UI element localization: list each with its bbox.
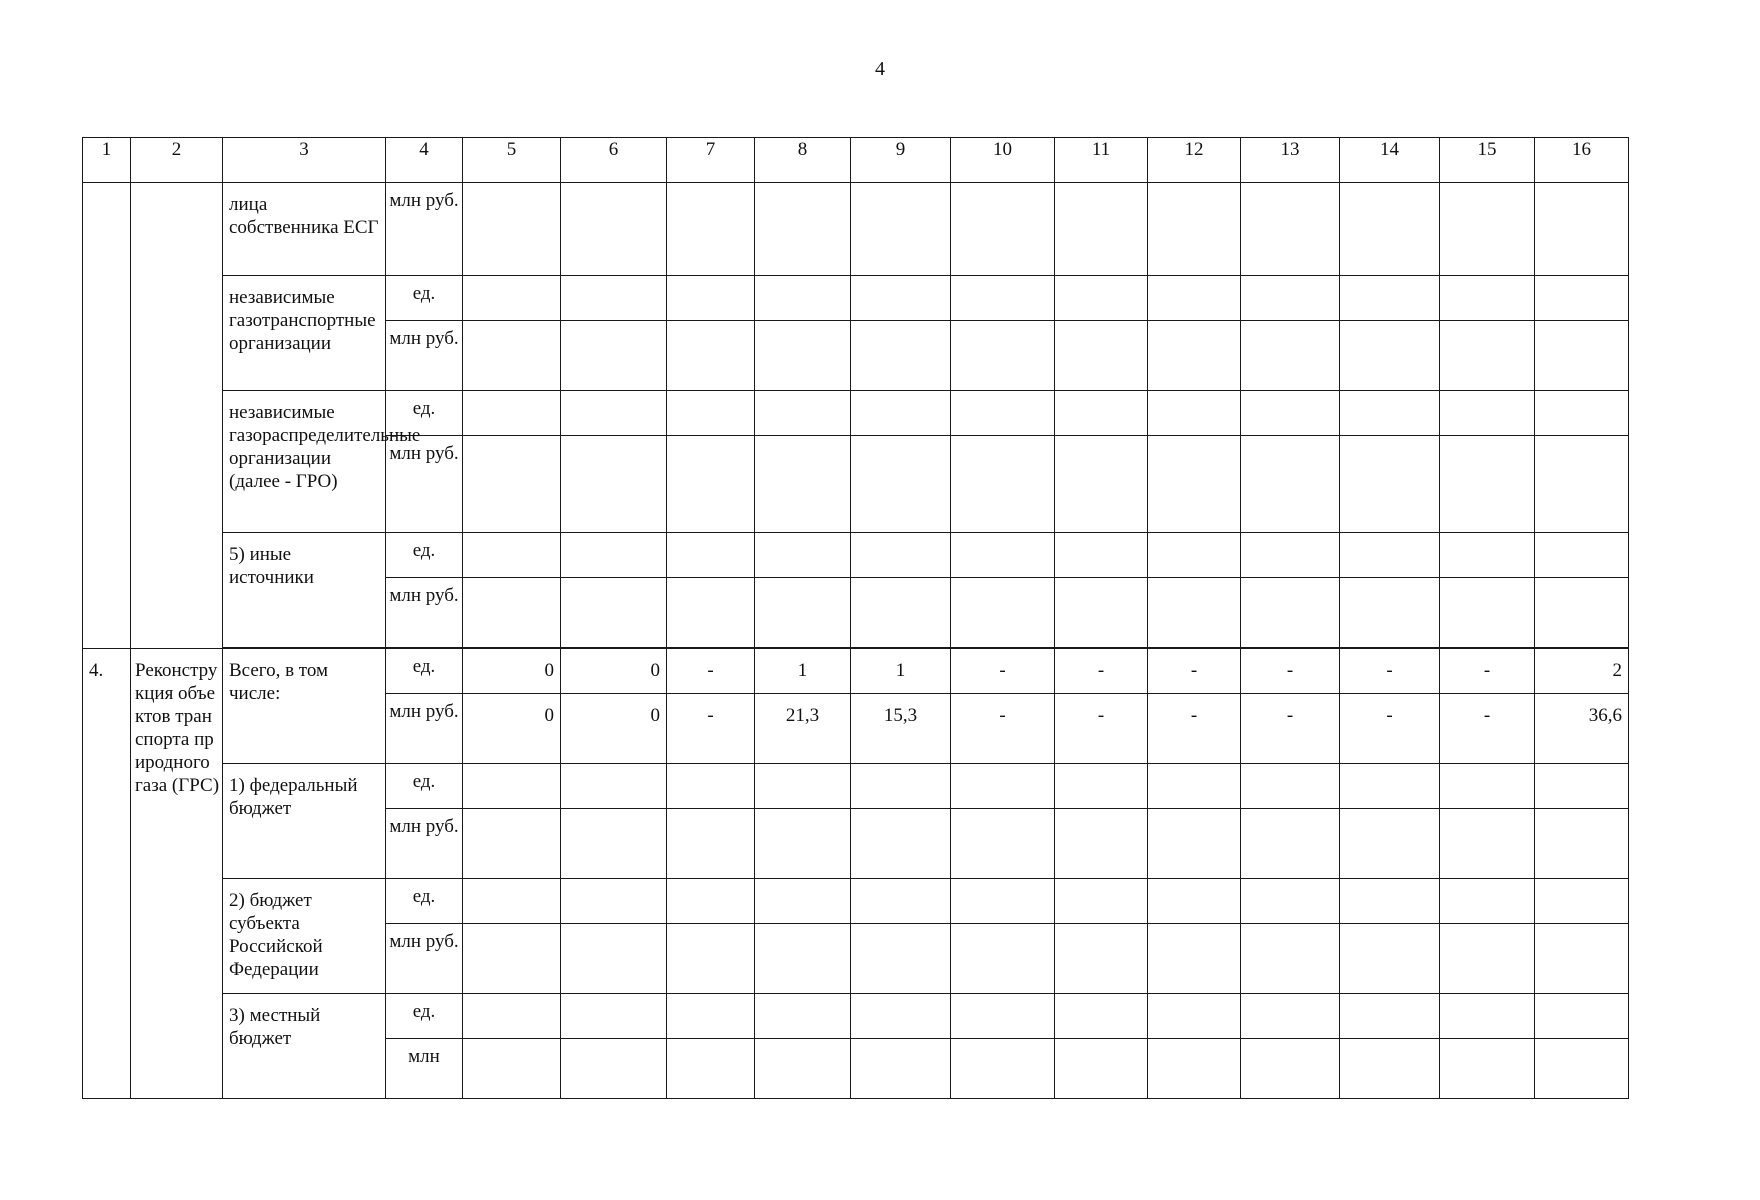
table-row — [83, 879, 1629, 924]
value-cell: - — [1148, 694, 1241, 764]
row-number: 4. — [83, 649, 131, 1099]
page-number: 4 — [875, 58, 885, 80]
header-cell: 8 — [755, 138, 851, 183]
unit-cell: млн руб. — [386, 694, 463, 764]
value-cell: - — [1340, 649, 1440, 694]
header-cell: 3 — [223, 138, 386, 183]
row-title-cell — [131, 183, 223, 649]
value-cell: 21,3 — [755, 694, 851, 764]
header-cell: 4 — [386, 138, 463, 183]
source-label: независимые газораспределительные организации (далее - ГРО) — [223, 391, 386, 533]
value-cell: - — [1440, 694, 1535, 764]
header-cell: 7 — [667, 138, 755, 183]
data-table — [82, 137, 1629, 1099]
unit-cell: ед. — [386, 391, 463, 436]
unit-cell: млн руб. — [386, 924, 463, 994]
value-cell: - — [1241, 694, 1340, 764]
unit-cell: млн — [386, 1039, 463, 1099]
value-cell: - — [951, 694, 1055, 764]
value-cell: - — [1241, 649, 1340, 694]
header-cell: 14 — [1340, 138, 1440, 183]
header-cell: 1 — [83, 138, 131, 183]
header-cell: 9 — [851, 138, 951, 183]
table-row — [83, 994, 1629, 1039]
value-cell: 1 — [851, 649, 951, 694]
row-title: Реконструкция объектов транспорта природного газа (ГРС) — [131, 649, 223, 1099]
source-label: 5) иные источники — [223, 533, 386, 648]
row-number-cell — [83, 183, 131, 649]
unit-cell: ед. — [386, 276, 463, 321]
value-cell: 0 — [561, 694, 667, 764]
value-cell: 2 — [1535, 649, 1629, 694]
table-row — [83, 649, 1629, 694]
unit-cell: ед. — [386, 764, 463, 809]
table-row — [83, 276, 1629, 321]
value-cell: - — [667, 649, 755, 694]
value-cell: - — [1055, 694, 1148, 764]
value-cell: 1 — [755, 649, 851, 694]
header-row — [83, 138, 1629, 183]
unit-cell: млн руб. — [386, 436, 463, 533]
table-row — [83, 764, 1629, 809]
value-cell: 15,3 — [851, 694, 951, 764]
source-label: лица собственника ЕСГ — [223, 183, 386, 276]
header-cell: 10 — [951, 138, 1055, 183]
header-cell: 12 — [1148, 138, 1241, 183]
table-row — [83, 183, 1629, 276]
value-cell: 36,6 — [1535, 694, 1629, 764]
unit-cell: млн руб. — [386, 809, 463, 879]
unit-cell: ед. — [386, 649, 463, 694]
value-cell: 0 — [463, 694, 561, 764]
source-label: 1) федеральный бюджет — [223, 764, 386, 879]
unit-cell: млн руб. — [386, 321, 463, 391]
value-cell: - — [1148, 649, 1241, 694]
header-cell: 5 — [463, 138, 561, 183]
table-row — [83, 391, 1629, 436]
source-label: независимые газотранспортные организации — [223, 276, 386, 391]
unit-cell: ед. — [386, 994, 463, 1039]
unit-cell: ед. — [386, 533, 463, 578]
value-cell: 0 — [463, 649, 561, 694]
header-cell: 2 — [131, 138, 223, 183]
value-cell: - — [1440, 649, 1535, 694]
source-label: 3) местный бюджет — [223, 994, 386, 1099]
header-cell: 15 — [1440, 138, 1535, 183]
value-cell: - — [951, 649, 1055, 694]
header-cell: 13 — [1241, 138, 1340, 183]
value-cell: 0 — [561, 649, 667, 694]
table-row — [83, 533, 1629, 578]
header-cell: 11 — [1055, 138, 1148, 183]
total-label: Всего, в том числе: — [223, 649, 386, 764]
value-cell: - — [1340, 694, 1440, 764]
unit-cell: млн руб. — [386, 183, 463, 276]
source-label: 2) бюджет субъекта Российской Федерации — [223, 879, 386, 994]
header-cell: 16 — [1535, 138, 1629, 183]
header-cell: 6 — [561, 138, 667, 183]
unit-cell: млн руб. — [386, 578, 463, 648]
unit-cell: ед. — [386, 879, 463, 924]
value-cell: - — [1055, 649, 1148, 694]
value-cell: - — [667, 694, 755, 764]
